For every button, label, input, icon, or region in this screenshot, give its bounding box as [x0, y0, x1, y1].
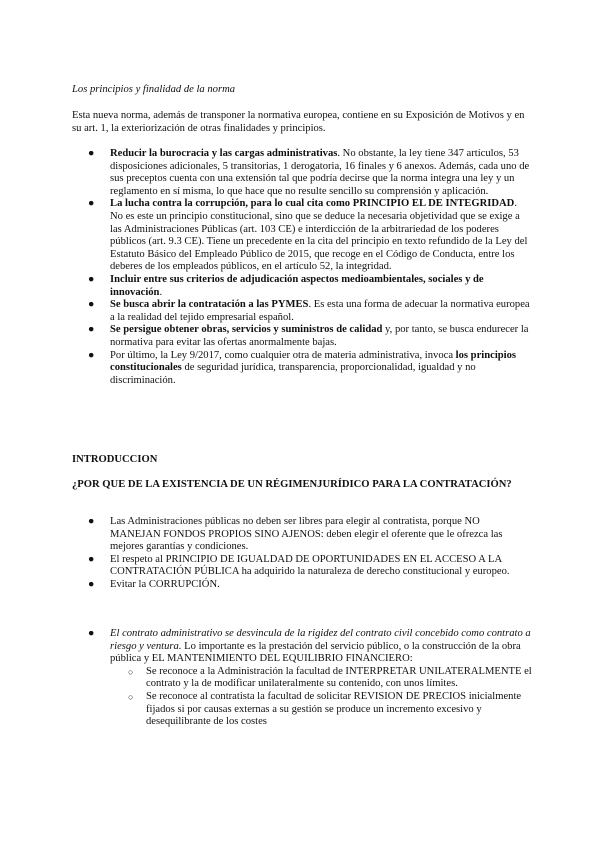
list-item: ● Las Administraciones públicas no deben ser libres para elegir al contratista, porque NO MANEJAN FONDOS PROPIOS SINO AJENOS: deben elegir el oferente que le ofrezca las mejores garantías y condiciones. — [88, 516, 503, 553]
bullet-icon: ● — [88, 148, 95, 159]
list-item: ● Incluir entre sus criterios de adjudicación aspectos medioambientales, sociales y de innovación. — [88, 273, 484, 298]
list-item: ● Se busca abrir la contratación a las PYMES. Es esta una forma de adecuar la normativa europea a la realidad del tejido empresarial español. — [88, 299, 530, 323]
bullet-icon: ● — [88, 198, 95, 210]
contract-list — [72, 628, 532, 729]
list-item: ● Evitar la CORRUPCIÓN. — [88, 578, 220, 590]
list-item: ● El contrato administrativo se desvincula de la rigidez del contrato civil concebido como contrato a riesgo y ventura. Lo importante es la prestación del servicio público, o la construcción de la obra pública y EL MANTENIMIENTO DEL EQUILIBRIO FINANCIERO: ○ Se reconoce a la Administración la facultad de INTERPRETAR UNILATERALMENTE el contrato y la de modificar unilateralmente su contenido, con unos límites. ○ Se reconoce al contratista la facultad de solicitar REVISION DE PRECIOS inicialmente fijados si por causas externas a su gestión se produce un incremento excesivo y desequilibrante de los costes — [88, 628, 532, 728]
list-item: ● La lucha contra la corrupción, para lo cual cita como PRINCIPIO EL DE INTEGRIDAD. No es este un principio constitucional, sino que se deduce la necesaria objetividad que se exige a las Administraciones Públicas (art. 103 CE) e interdicción de la arbitrariedad de los poderes públicos (art. 9.3 CE). Tiene un precedente en la cita del principio en texto refundido de la Ley del Estatuto Básico del Empleado Público de 2015, que recoge en el Código de Conducta, entre los deberes de los empleados públicos, en el artículo 52, la integridad. — [88, 198, 528, 273]
bullet-icon: ● — [88, 349, 95, 361]
section-question: ¿POR QUE DE LA EXISTENCIA DE UN RÉGIMENJURÍDICO PARA LA CONTRATACIÓN? — [72, 479, 512, 490]
bullet-icon: ● — [88, 578, 95, 590]
sub-list — [110, 666, 532, 729]
sub-list-item: ○ Se reconoce al contratista la facultad de solicitar REVISION DE PRECIOS inicialmente fijados si por causas externas a su gestión se produce un incremento excesivo y desequilibrante de los costes — [128, 690, 522, 728]
bullet-icon: ● — [88, 324, 95, 336]
bullet-icon: ● — [88, 273, 95, 285]
list-item: ● El respeto al PRINCIPIO DE IGUALDAD DE OPORTUNIDADES EN EL ACCESO A LA CONTRATACIÓN PÚBLICA ha adquirido la naturaleza de derecho constitucional y europeo. — [88, 553, 510, 578]
intro-paragraph: Esta nueva norma, además de transponer la normativa europea, contiene en su Exposición de Motivos y en su art. 1, la exteriorización de otras finalidades y principios. — [72, 110, 525, 134]
sub-list-item: ○ Se reconoce a la Administración la facultad de INTERPRETAR UNILATERALMENTE el contrato y la de modificar unilateralmente su contenido, con unos límites. — [128, 665, 532, 690]
list-item: ● Se persigue obtener obras, servicios y suministros de calidad y, por tanto, se busca endurecer la normativa para evitar las ofertas anormalmente bajas. — [88, 324, 529, 348]
section-heading: INTRODUCCION — [72, 454, 158, 465]
bullet-icon: ● — [88, 628, 95, 639]
section-title: Los principios y finalidad de la norma — [72, 84, 236, 95]
bullet-icon: ● — [88, 553, 95, 565]
circle-bullet-icon: ○ — [128, 691, 134, 702]
list-item: ● Por último, la Ley 9/2017, como cualquier otra de materia administrativa, invoca los principios constitucionales de seguridad jurídica, transparencia, proporcionalidad, igualdad y no discriminación. — [88, 349, 517, 386]
list-item: ● Reducir la burocracia y las cargas administrativas. No obstante, la ley tiene 347 artículos, 53 disposiciones adicionales, 5 transitorias, 1 derogatoria, 16 finales y 6 anexos. Además, cada uno de sus preceptos cuenta con una extensión tal que podría decirse que la norma integra una ley y un reglamento en sí misma, lo que hace que no resulte sencillo su comprensión y aplicación. — [88, 148, 530, 197]
circle-bullet-icon: ○ — [128, 666, 134, 677]
bullet-icon: ● — [88, 299, 95, 311]
principles-list — [72, 148, 532, 387]
bullet-icon: ● — [88, 516, 95, 527]
reasons-list — [72, 516, 532, 592]
